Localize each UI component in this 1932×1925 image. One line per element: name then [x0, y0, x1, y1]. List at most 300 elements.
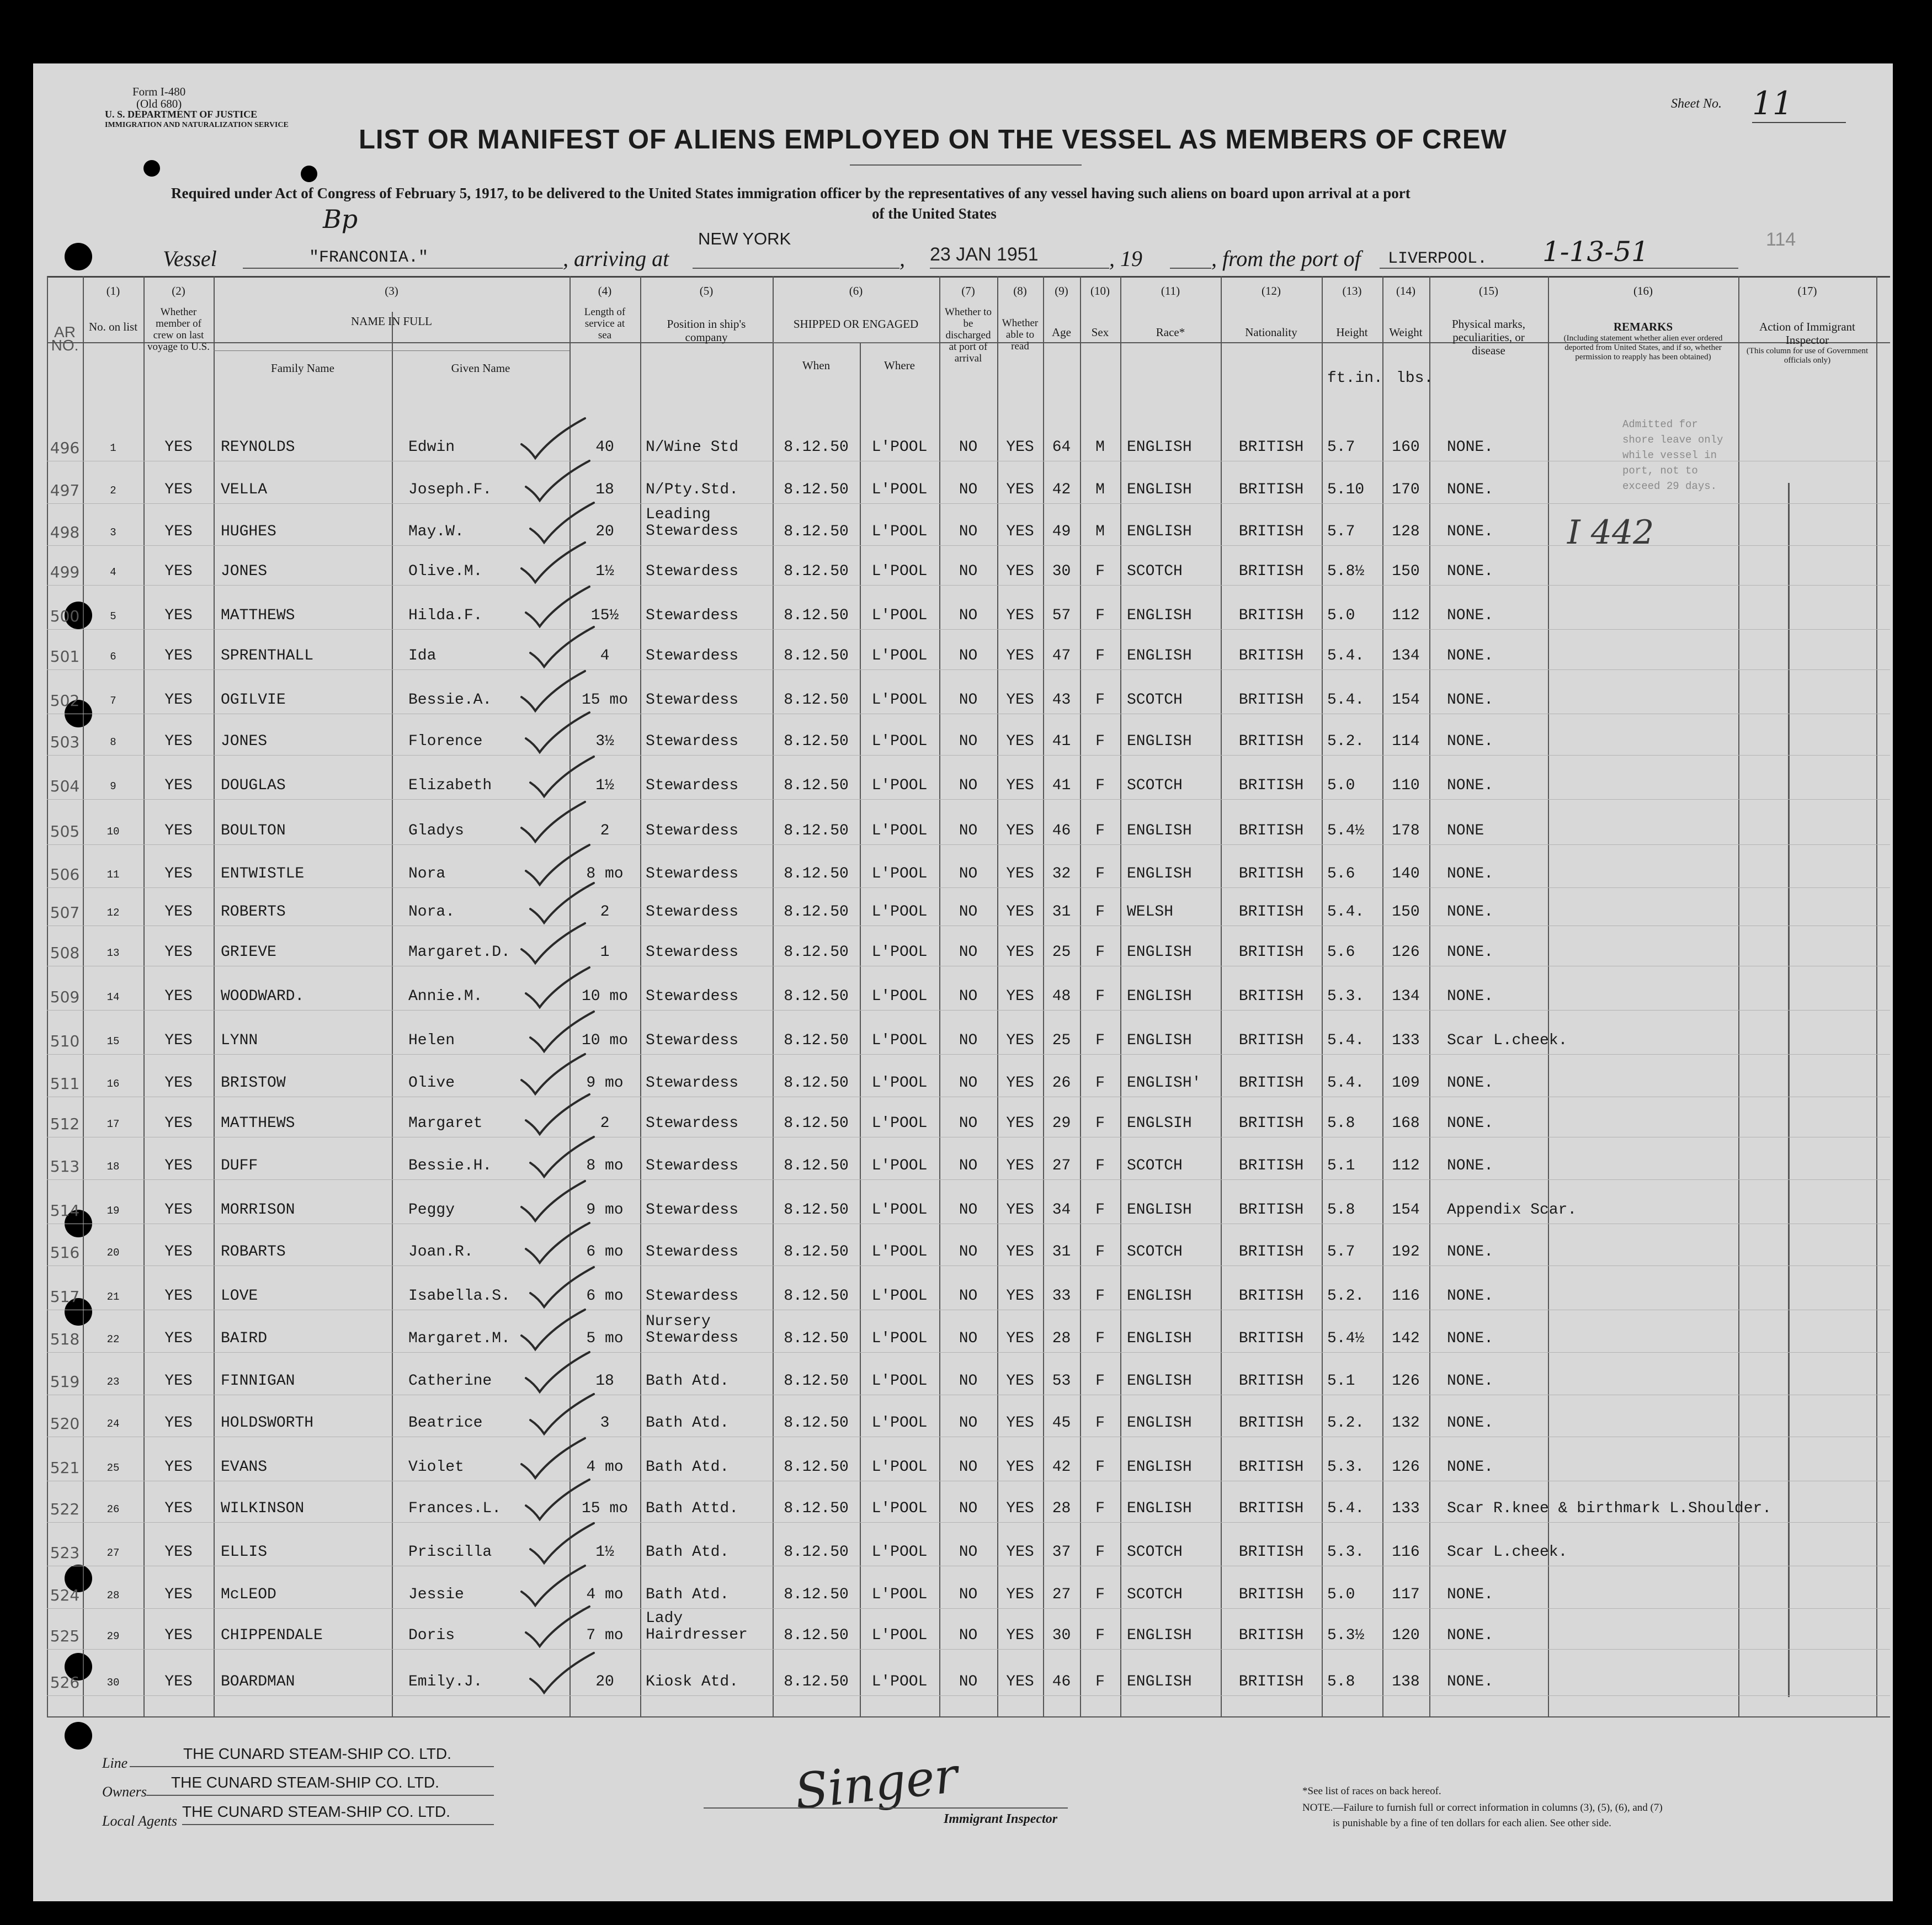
race: SCOTCH: [1127, 1586, 1183, 1603]
service-length: 10 mo: [581, 1032, 628, 1049]
shipped-when: 8.12.50: [784, 1032, 849, 1049]
race: ENGLISH: [1127, 1459, 1192, 1476]
shipped-when: 8.12.50: [784, 692, 849, 709]
physical-marks: NONE.: [1447, 1115, 1494, 1132]
discharged: NO: [959, 1032, 978, 1049]
ar-number: 504: [50, 777, 80, 795]
service-length: 15½: [590, 607, 619, 624]
discharged: NO: [959, 865, 978, 882]
height: 5.8: [1327, 1115, 1355, 1132]
position: Stewardess: [646, 733, 739, 750]
race: ENGLISH: [1127, 1288, 1192, 1305]
sex: F: [1095, 1544, 1105, 1561]
list-number: 14: [107, 991, 120, 1003]
penalty-note: NOTE.—Failure to furnish full or correct information in columns (3), (5), (6), and (7): [1302, 1802, 1663, 1814]
nationality: BRITISH: [1238, 903, 1304, 921]
list-number: 8: [110, 736, 116, 748]
col-where: Where: [884, 359, 915, 372]
family-name: MORRISON: [221, 1201, 295, 1219]
able-to-read: YES: [1006, 1500, 1034, 1517]
physical-marks: NONE.: [1447, 563, 1494, 580]
race: ENGLSIH: [1127, 1115, 1192, 1132]
weight-unit: lbs.: [1396, 370, 1434, 387]
service-length: 3½: [595, 733, 614, 750]
age: 64: [1052, 439, 1071, 456]
shipped-when: 8.12.50: [784, 944, 849, 961]
physical-marks: Scar R.knee & birthmark L.Shoulder.: [1447, 1500, 1772, 1517]
col-discharged: Whether to be discharged at port of arrival: [945, 306, 992, 364]
physical-marks: Scar L.cheek.: [1447, 1544, 1568, 1561]
discharged: NO: [959, 1414, 978, 1432]
shipped-where: L'POOL: [871, 523, 928, 540]
age: 41: [1052, 777, 1071, 794]
able-to-read: YES: [1006, 1115, 1034, 1132]
col-service: Length of service at sea: [584, 306, 626, 341]
last-voyage: YES: [164, 607, 193, 624]
given-name: May.W.: [408, 523, 464, 540]
family-name: LYNN: [221, 1032, 258, 1049]
sex: F: [1095, 1373, 1105, 1390]
position: Stewardess: [646, 1115, 739, 1132]
given-name: Nora: [408, 865, 446, 882]
family-name: DOUGLAS: [221, 777, 286, 794]
position: Bath Atd.: [646, 1544, 730, 1561]
shipped-where: L'POOL: [871, 1032, 928, 1049]
physical-marks: NONE.: [1447, 1459, 1494, 1476]
discharged: NO: [959, 481, 978, 498]
list-number: 3: [110, 527, 116, 539]
arrival-port: NEW YORK: [698, 229, 791, 248]
shipped-when: 8.12.50: [784, 647, 849, 664]
age: 42: [1052, 481, 1071, 498]
nationality: BRITISH: [1238, 1627, 1304, 1644]
given-name: Frances.L.: [408, 1500, 502, 1517]
last-voyage: YES: [164, 1459, 193, 1476]
sex: F: [1095, 988, 1105, 1005]
position: Stewardess: [646, 647, 739, 664]
physical-marks: NONE: [1447, 822, 1484, 839]
race: WELSH: [1127, 903, 1174, 921]
physical-marks: Scar L.cheek.: [1447, 1032, 1568, 1049]
given-name: Helen: [408, 1032, 455, 1049]
age: 26: [1052, 1075, 1071, 1092]
sex: F: [1095, 1673, 1105, 1690]
weight: 116: [1392, 1544, 1420, 1561]
list-number: 23: [107, 1376, 120, 1388]
ar-number: 522: [50, 1500, 80, 1518]
position: Stewardess: [646, 903, 739, 921]
given-name: Edwin: [408, 439, 455, 456]
age: 30: [1052, 1627, 1071, 1644]
position: Stewardess: [646, 1201, 739, 1219]
shipped-when: 8.12.50: [784, 733, 849, 750]
nationality: BRITISH: [1238, 1330, 1304, 1347]
family-name: DUFF: [221, 1157, 258, 1174]
physical-marks: NONE.: [1447, 988, 1494, 1005]
position: Stewardess: [646, 607, 739, 624]
shipped-when: 8.12.50: [784, 563, 849, 580]
col-given-name: Given Name: [451, 361, 510, 375]
list-number: 27: [107, 1547, 120, 1559]
given-name: Emily.J.: [408, 1673, 483, 1690]
shipped-where: L'POOL: [871, 988, 928, 1005]
weight: 168: [1392, 1115, 1420, 1132]
service-length: 3: [600, 1414, 610, 1432]
physical-marks: Appendix Scar.: [1447, 1201, 1577, 1219]
nationality: BRITISH: [1238, 1586, 1304, 1603]
race: ENGLISH: [1127, 1500, 1192, 1517]
last-voyage: YES: [164, 777, 193, 794]
height: 5.8½: [1327, 563, 1365, 580]
family-name: BOARDMAN: [221, 1673, 295, 1690]
list-number: 17: [107, 1118, 120, 1130]
weight: 132: [1392, 1414, 1420, 1432]
discharged: NO: [959, 944, 978, 961]
discharged: NO: [959, 1459, 978, 1476]
family-name: ELLIS: [221, 1544, 268, 1561]
service-length: 1½: [595, 563, 614, 580]
able-to-read: YES: [1006, 481, 1034, 498]
list-number: 5: [110, 610, 116, 623]
sex: F: [1095, 1075, 1105, 1092]
height: 5.4½: [1327, 822, 1365, 839]
position: Bath Atd.: [646, 1373, 730, 1390]
last-voyage: YES: [164, 481, 193, 498]
last-voyage: YES: [164, 1500, 193, 1517]
col-num: (16): [1633, 284, 1653, 297]
handwritten-date: 1-13-51: [1542, 236, 1649, 268]
shipped-where: L'POOL: [871, 692, 928, 709]
sex: F: [1095, 865, 1105, 882]
last-voyage: YES: [164, 988, 193, 1005]
race: ENGLISH: [1127, 647, 1192, 664]
shipped-when: 8.12.50: [784, 439, 849, 456]
last-voyage: YES: [164, 1288, 193, 1305]
ar-number: 524: [50, 1586, 80, 1604]
able-to-read: YES: [1006, 1544, 1034, 1561]
able-to-read: YES: [1006, 1243, 1034, 1261]
height: 5.4.: [1327, 1032, 1365, 1049]
ar-number: 526: [50, 1673, 80, 1692]
race: ENGLISH: [1127, 1330, 1192, 1347]
check-mark-icon: [519, 797, 596, 847]
shipped-when: 8.12.50: [784, 481, 849, 498]
weight: 126: [1392, 1459, 1420, 1476]
family-name: WOODWARD.: [221, 988, 305, 1005]
family-name: CHIPPENDALE: [221, 1627, 323, 1644]
height: 5.0: [1327, 777, 1355, 794]
age: 33: [1052, 1288, 1071, 1305]
discharged: NO: [959, 733, 978, 750]
given-name: Margaret: [408, 1115, 483, 1132]
shipped-where: L'POOL: [871, 1288, 928, 1305]
family-name: FINNIGAN: [221, 1373, 295, 1390]
inspector-label: Immigrant Inspector: [944, 1812, 1058, 1826]
race: SCOTCH: [1127, 777, 1183, 794]
physical-marks: NONE.: [1447, 1673, 1494, 1690]
position: Stewardess: [646, 944, 739, 961]
ar-number: 520: [50, 1414, 80, 1433]
height: 5.1: [1327, 1157, 1355, 1174]
weight: 110: [1392, 777, 1420, 794]
department: U. S. DEPARTMENT OF JUSTICE IMMIGRATION AND NATURALIZATION SERVICE: [105, 109, 289, 129]
height: 5.2.: [1327, 1414, 1365, 1432]
last-voyage: YES: [164, 1330, 193, 1347]
subtitle-cont: of the United States: [872, 205, 997, 222]
physical-marks: NONE.: [1447, 1330, 1494, 1347]
family-name: GRIEVE: [221, 944, 276, 961]
given-name: Bessie.H.: [408, 1157, 492, 1174]
shipped-when: 8.12.50: [784, 1075, 849, 1092]
weight: 128: [1392, 523, 1420, 540]
last-voyage: YES: [164, 1414, 193, 1432]
punch-hole: [143, 160, 160, 177]
races-note: *See list of races on back hereof.: [1302, 1785, 1441, 1797]
shipped-where: L'POOL: [871, 1673, 928, 1690]
physical-marks: NONE.: [1447, 481, 1494, 498]
weight: 109: [1392, 1075, 1420, 1092]
nationality: BRITISH: [1238, 481, 1304, 498]
able-to-read: YES: [1006, 1373, 1034, 1390]
discharged: NO: [959, 1627, 978, 1644]
ar-number: 518: [50, 1330, 80, 1348]
col-read: Whether able to read: [1002, 317, 1039, 352]
sex: F: [1095, 944, 1105, 961]
able-to-read: YES: [1006, 1201, 1034, 1219]
shipped-when: 8.12.50: [784, 822, 849, 839]
sex: F: [1095, 1288, 1105, 1305]
shipped-when: 8.12.50: [784, 988, 849, 1005]
nationality: BRITISH: [1238, 1032, 1304, 1049]
race: ENGLISH': [1127, 1075, 1201, 1092]
given-name: Margaret.M.: [408, 1330, 510, 1347]
position: Stewardess: [646, 822, 739, 839]
position: Stewardess: [646, 1243, 739, 1261]
able-to-read: YES: [1006, 1414, 1034, 1432]
able-to-read: YES: [1006, 944, 1034, 961]
position: Nursery Stewardess: [646, 1313, 739, 1347]
last-voyage: YES: [164, 647, 193, 664]
list-number: 24: [107, 1418, 120, 1430]
nationality: BRITISH: [1238, 1157, 1304, 1174]
discharged: NO: [959, 1243, 978, 1261]
col-num: (11): [1161, 284, 1180, 297]
shipped-when: 8.12.50: [784, 1544, 849, 1561]
height: 5.4.: [1327, 1500, 1365, 1517]
race: ENGLISH: [1127, 1414, 1192, 1432]
ar-number: 523: [50, 1544, 80, 1562]
list-number: 28: [107, 1589, 120, 1602]
weight: 138: [1392, 1673, 1420, 1690]
race: ENGLISH: [1127, 523, 1192, 540]
last-voyage: YES: [164, 1115, 193, 1132]
col-nationality: Nationality: [1245, 326, 1297, 339]
list-number: 1: [110, 442, 116, 454]
vessel-label: Vessel: [163, 246, 217, 271]
check-mark-icon: [528, 1649, 605, 1698]
able-to-read: YES: [1006, 1627, 1034, 1644]
list-number: 20: [107, 1247, 120, 1259]
shipped-when: 8.12.50: [784, 1288, 849, 1305]
height: 5.4.: [1327, 1075, 1365, 1092]
family-name: BOULTON: [221, 822, 286, 839]
sex: F: [1095, 733, 1105, 750]
race: SCOTCH: [1127, 692, 1183, 709]
race: ENGLISH: [1127, 733, 1192, 750]
sex: F: [1095, 1627, 1105, 1644]
height: 5.10: [1327, 481, 1365, 498]
height: 5.7: [1327, 439, 1355, 456]
able-to-read: YES: [1006, 988, 1034, 1005]
sex: F: [1095, 1414, 1105, 1432]
col-num: (12): [1262, 284, 1281, 297]
discharged: NO: [959, 523, 978, 540]
shipped-when: 8.12.50: [784, 1586, 849, 1603]
list-number: 7: [110, 695, 116, 707]
list-number: 18: [107, 1161, 120, 1173]
physical-marks: NONE.: [1447, 903, 1494, 921]
position: Stewardess: [646, 1157, 739, 1174]
given-name: Elizabeth: [408, 777, 492, 794]
list-number: 10: [107, 826, 120, 838]
physical-marks: NONE.: [1447, 1373, 1494, 1390]
shipped-where: L'POOL: [871, 1157, 928, 1174]
physical-marks: NONE.: [1447, 1288, 1494, 1305]
list-number: 4: [110, 566, 116, 578]
discharged: NO: [959, 1288, 978, 1305]
last-voyage: YES: [164, 1075, 193, 1092]
weight: 178: [1392, 822, 1420, 839]
discharged: NO: [959, 1544, 978, 1561]
family-name: MATTHEWS: [221, 1115, 295, 1132]
sex: F: [1095, 1115, 1105, 1132]
ar-number: 506: [50, 865, 80, 884]
weight: 140: [1392, 865, 1420, 882]
last-voyage: YES: [164, 733, 193, 750]
given-name: Nora.: [408, 903, 455, 921]
height: 5.4½: [1327, 1330, 1365, 1347]
discharged: NO: [959, 903, 978, 921]
discharged: NO: [959, 1373, 978, 1390]
sex: F: [1095, 1330, 1105, 1347]
check-mark-icon: [523, 708, 600, 758]
height: 5.4.: [1327, 903, 1365, 921]
ar-number: 503: [50, 733, 80, 751]
able-to-read: YES: [1006, 563, 1034, 580]
ar-number: 508: [50, 944, 80, 962]
last-voyage: YES: [164, 1243, 193, 1261]
family-name: OGILVIE: [221, 692, 286, 709]
able-to-read: YES: [1006, 822, 1034, 839]
age: 32: [1052, 865, 1071, 882]
service-length: 40: [595, 439, 614, 456]
agents-value: THE CUNARD STEAM-SHIP CO. LTD.: [182, 1803, 450, 1820]
given-name: Ida: [408, 647, 437, 664]
shipped-where: L'POOL: [871, 865, 928, 882]
service-length: 15 mo: [581, 692, 628, 709]
punch-hole: [65, 243, 92, 270]
position: Bath Atd.: [646, 1586, 730, 1603]
shipped-where: L'POOL: [871, 944, 928, 961]
age: 41: [1052, 733, 1071, 750]
col-weight: Weight: [1389, 326, 1423, 339]
col-remarks: REMARKS: [1613, 320, 1673, 333]
shipped-where: L'POOL: [871, 481, 928, 498]
weight: 160: [1392, 439, 1420, 456]
col-remarks-note: (Including statement whether alien ever ordered deported from United States, and if so, whether permission to reapply has been obtained): [1563, 334, 1723, 361]
shipped-when: 8.12.50: [784, 1627, 849, 1644]
service-length: 8 mo: [586, 865, 624, 882]
nationality: BRITISH: [1238, 1414, 1304, 1432]
weight: 134: [1392, 988, 1420, 1005]
list-number: 6: [110, 651, 116, 663]
list-number: 29: [107, 1630, 120, 1642]
last-voyage: YES: [164, 1157, 193, 1174]
age: 42: [1052, 1459, 1071, 1476]
shipped-when: 8.12.50: [784, 903, 849, 921]
sex: F: [1095, 1032, 1105, 1049]
last-voyage: YES: [164, 903, 193, 921]
height: 5.8: [1327, 1201, 1355, 1219]
height: 5.8: [1327, 1673, 1355, 1690]
nationality: BRITISH: [1238, 944, 1304, 961]
able-to-read: YES: [1006, 1032, 1034, 1049]
given-name: Peggy: [408, 1201, 455, 1219]
age: 30: [1052, 563, 1071, 580]
family-name: SPRENTHALL: [221, 647, 314, 664]
col-num: (8): [1013, 284, 1027, 297]
ar-number: 510: [50, 1032, 80, 1050]
service-length: 15 mo: [581, 1500, 628, 1517]
col-action: Action of Immigrant Inspector: [1759, 320, 1855, 347]
ar-number: 521: [50, 1459, 80, 1477]
nationality: BRITISH: [1238, 1500, 1304, 1517]
given-name: Annie.M.: [408, 988, 483, 1005]
race: ENGLISH: [1127, 1373, 1192, 1390]
list-number: 9: [110, 780, 116, 793]
sex: F: [1095, 1201, 1105, 1219]
weight: 133: [1392, 1500, 1420, 1517]
check-mark-icon: [528, 623, 605, 672]
given-name: Margaret.D.: [408, 944, 510, 961]
last-voyage: YES: [164, 1373, 193, 1390]
race: ENGLISH: [1127, 439, 1192, 456]
nationality: BRITISH: [1238, 1373, 1304, 1390]
last-voyage: YES: [164, 1586, 193, 1603]
shipped-when: 8.12.50: [784, 1373, 849, 1390]
manifest-sheet: Form I-480 (Old 680) U. S. DEPARTMENT OF JUSTICE IMMIGRATION AND NATURALIZATION SERVICE Sheet No. 11 LIST OR MANIFEST OF ALIENS EMPLOYED ON THE VESSEL AS MEMBERS OF CREW Required under Act of Congress of February 5, 1917, to be delivered to the United States immigration officer by the representatives of any vessel having such aliens on board upon arrival at a port of the United States 114 Vessel Bp "FRANCONIA." , arriving at NEW YORK , 23 JAN 1951 , 19 , from the port of LIVERPOOL. 1-13-51 AR NO. (1) No. on list (2) Whether member of crew on last voyage to U.S. (3) NAME IN FULL Family Name Given Name (4) Length of service at sea (5) Position in ship's company (6) SHIPPED OR ENGAGED When Where (7) Whether to be discharged at port of arrival (8) Whether able to read (9) Age (10) Sex (11) Race* (12) Nationality (13) Height ft.in. (14) Weight lbs. (15) Physical marks, peculiarities, or disease (16) REMARKS (Including statement whether alien ever ordered deported from United States, and if so, whether permission to reapply has been obtained) (17) Action of Immigrant Inspector (This column for use of Government officials only) Admitted for shore leave only while vessel in port, not to exceed 29 days. I 442 496 1 YES REYNOLDS Edwin 40 N/Wine Std 8.12.50 L'POOL NO YES 64 M ENGLISH BRITISH 5.7 160 NONE. 497 2 YES VELLA Joseph.F. 18 N/Pty.Std. 8.12.50 L'POOL NO YES 42 M ENGLISH BRITISH 5.10 170 NONE. 498 3 YES HUGHES May.W. 20 Leading Stewardess 8.12.50 L'POOL NO YES 49 M ENGLISH BRITISH 5.7 128 NONE. 499 4 YES JONES Olive.M. 1½ Stewardess 8.12.50 L'POOL NO YES 30 F SCOTCH BRITISH 5.8½ 150 NONE. 500 5 YES MATTHEWS Hilda.F. 15½ Stewardess 8.12.50 L'POOL NO YES 57 F ENGLISH BRITISH 5.0 112 NONE. 501 6 YES SPRENTHALL Ida 4 Stewardess 8.12.50 L'POOL NO YES 47 F ENGLISH BRITISH 5.4. 134 NONE. 502 7 YES OGILVIE Bessie.A. 15 mo Stewardess 8.12.50 L'POOL NO YES 43 F SCOTCH BRITISH 5.4. 154 NONE. 503 8 YES JONES Florence 3½ Stewardess 8.12.50 L'POOL NO YES 41 F ENGLISH BRITISH 5.2. 114 NONE. 504 9 YES DOUGLAS Elizabeth 1½ Stewardess 8.12.50 L'POOL NO YES 41 F SCOTCH BRITISH 5.0 110 NONE. 505 10 YES BOULTON Gladys 2 Stewardess 8.12.50 L'POOL NO YES 46 F ENGLISH BRITISH 5.4½ 178 NONE 506 11 YES ENTWISTLE Nora 8 mo Stewardess 8.12.50 L'POOL NO YES 32 F ENGLISH BRITISH 5.6 140 NONE. 507 12 YES ROBERTS Nora. 2 Stewardess 8.12.50 L'POOL NO YES 31 F WELSH BRITISH 5.4. 150 NONE. 508 13 YES GRIEVE Margaret.D. 1 Stewardess 8.12.50 L'POOL NO YES 25 F ENGLISH BRITISH 5.6 126 NONE. 509 14 YES WOODWARD. Annie.M. 10 mo Stewardess 8.12.50 L'POOL NO YES 48 F ENGLISH BRITISH 5.3. 134 NONE. 510 15 YES LYNN Helen 10 mo Stewardess 8.12.50 L'POOL NO YES 25 F ENGLISH BRITISH 5.4. 133 Scar L.cheek. 511 16 YES BRISTOW Olive 9 mo Stewardess 8.12.50 L'POOL NO YES 26 F ENGLISH' BRITISH 5.4. 109 NONE. 512 17 YES MATTHEWS Margaret 2 Stewardess 8.12.50 L'POOL NO YES 29 F ENGLSIH BRITISH 5.8 168 NONE. 513 18 YES DUFF Bessie.H. 8 mo Stewardess 8.12.50 L'POOL NO YES 27 F SCOTCH BRITISH 5.1 112 NONE. 514 19 YES MORRISON Peggy 9 mo Stewardess 8.12.50 L'POOL NO YES 34 F ENGLISH BRITISH 5.8 154 Appendix Scar. 516 20 YES ROBARTS Joan.R. 6 mo Stewardess 8.12.50 L'POOL NO YES 31 F SCOTCH BRITISH 5.7 192 NONE. 517 21 YES LOVE Isabella.S. 6 mo Stewardess 8.12.50 L'POOL NO YES 33 F ENGLISH BRITISH 5.2. 116 NONE. 518 22 YES BAIRD Margaret.M. 5 mo Nursery Stewardess 8.12.50 L'POOL NO YES 28 F ENGLISH BRITISH 5.4½ 142 NONE. 519 23 YES FINNIGAN Catherine 18 Bath Atd. 8.12.50 L'POOL NO YES 53 F ENGLISH BRITISH 5.1 126 NONE. 520 24 YES HOLDSWORTH Beatrice 3 Bath Atd. 8.12.50 L'POOL NO YES 45 F ENGLISH BRITISH 5.2. 132 NONE. 521 25 YES EVANS Violet 4 mo Bath Atd. 8.12.50 L'POOL NO YES 42 F ENGLISH BRITISH 5.3. 126 NONE. 522 26 YES WILKINSON Frances.L. 15 mo Bath Attd. 8.12.50 L'POOL NO YES 28 F ENGLISH BRITISH 5.4. 133 Scar R.knee & birthmark L.Shoulder. 523 27 YES ELLIS Priscilla 1½ Bath Atd. 8.12.50 L'POOL NO YES 37 F SCOTCH BRITISH 5.3. 116 Scar L.cheek. 524 28 YES McLEOD Jessie 4 mo Bath Atd. 8.12.50 L'POOL NO YES 27 F SCOTCH BRITISH 5.0 117 NONE. 525 29 YES CHIPPENDALE Doris 7 mo Lady Hairdresser 8.12.50 L'POOL NO YES 30 F ENGLISH BRITISH 5.3½ 120 NONE. 526 30 YES BOARDMAN Emily.J. 20 Kiosk Atd. 8.12.50 L'POOL NO YES 46 F ENGLISH BRITISH 5.8 138 NONE. Line THE CUNARD STEAM-SHIP CO. LTD. Owners THE CUNARD STEAM-SHIP CO. LTD. Local Agents THE CUNARD STEAM-SHIP CO. LTD. Singer Immigrant Inspector *See list of races on back hereof. NOTE.—Failure to furnish full or correct information in columns (3), (5), (6), and (7) is punishable by a fine of ten dollars for each alien. See other side.: [33, 63, 1893, 1901]
position: Stewardess: [646, 1288, 739, 1305]
discharged: NO: [959, 822, 978, 839]
col-num: (9): [1055, 284, 1068, 297]
weight: 154: [1392, 692, 1420, 709]
race: SCOTCH: [1127, 1243, 1183, 1261]
given-name: Violet: [408, 1459, 464, 1476]
col-num: (5): [699, 284, 714, 297]
last-voyage: YES: [164, 822, 193, 839]
ar-number: 498: [50, 523, 80, 541]
position: Stewardess: [646, 692, 739, 709]
height: 5.6: [1327, 944, 1355, 961]
page-stamp: 114: [1766, 229, 1796, 250]
service-length: 5 mo: [586, 1330, 624, 1347]
height: 5.7: [1327, 523, 1355, 540]
col-family-name: Family Name: [271, 361, 334, 375]
owners-value: THE CUNARD STEAM-SHIP CO. LTD.: [171, 1774, 439, 1791]
family-name: WILKINSON: [221, 1500, 305, 1517]
age: 31: [1052, 1243, 1071, 1261]
list-number: 13: [107, 947, 120, 959]
